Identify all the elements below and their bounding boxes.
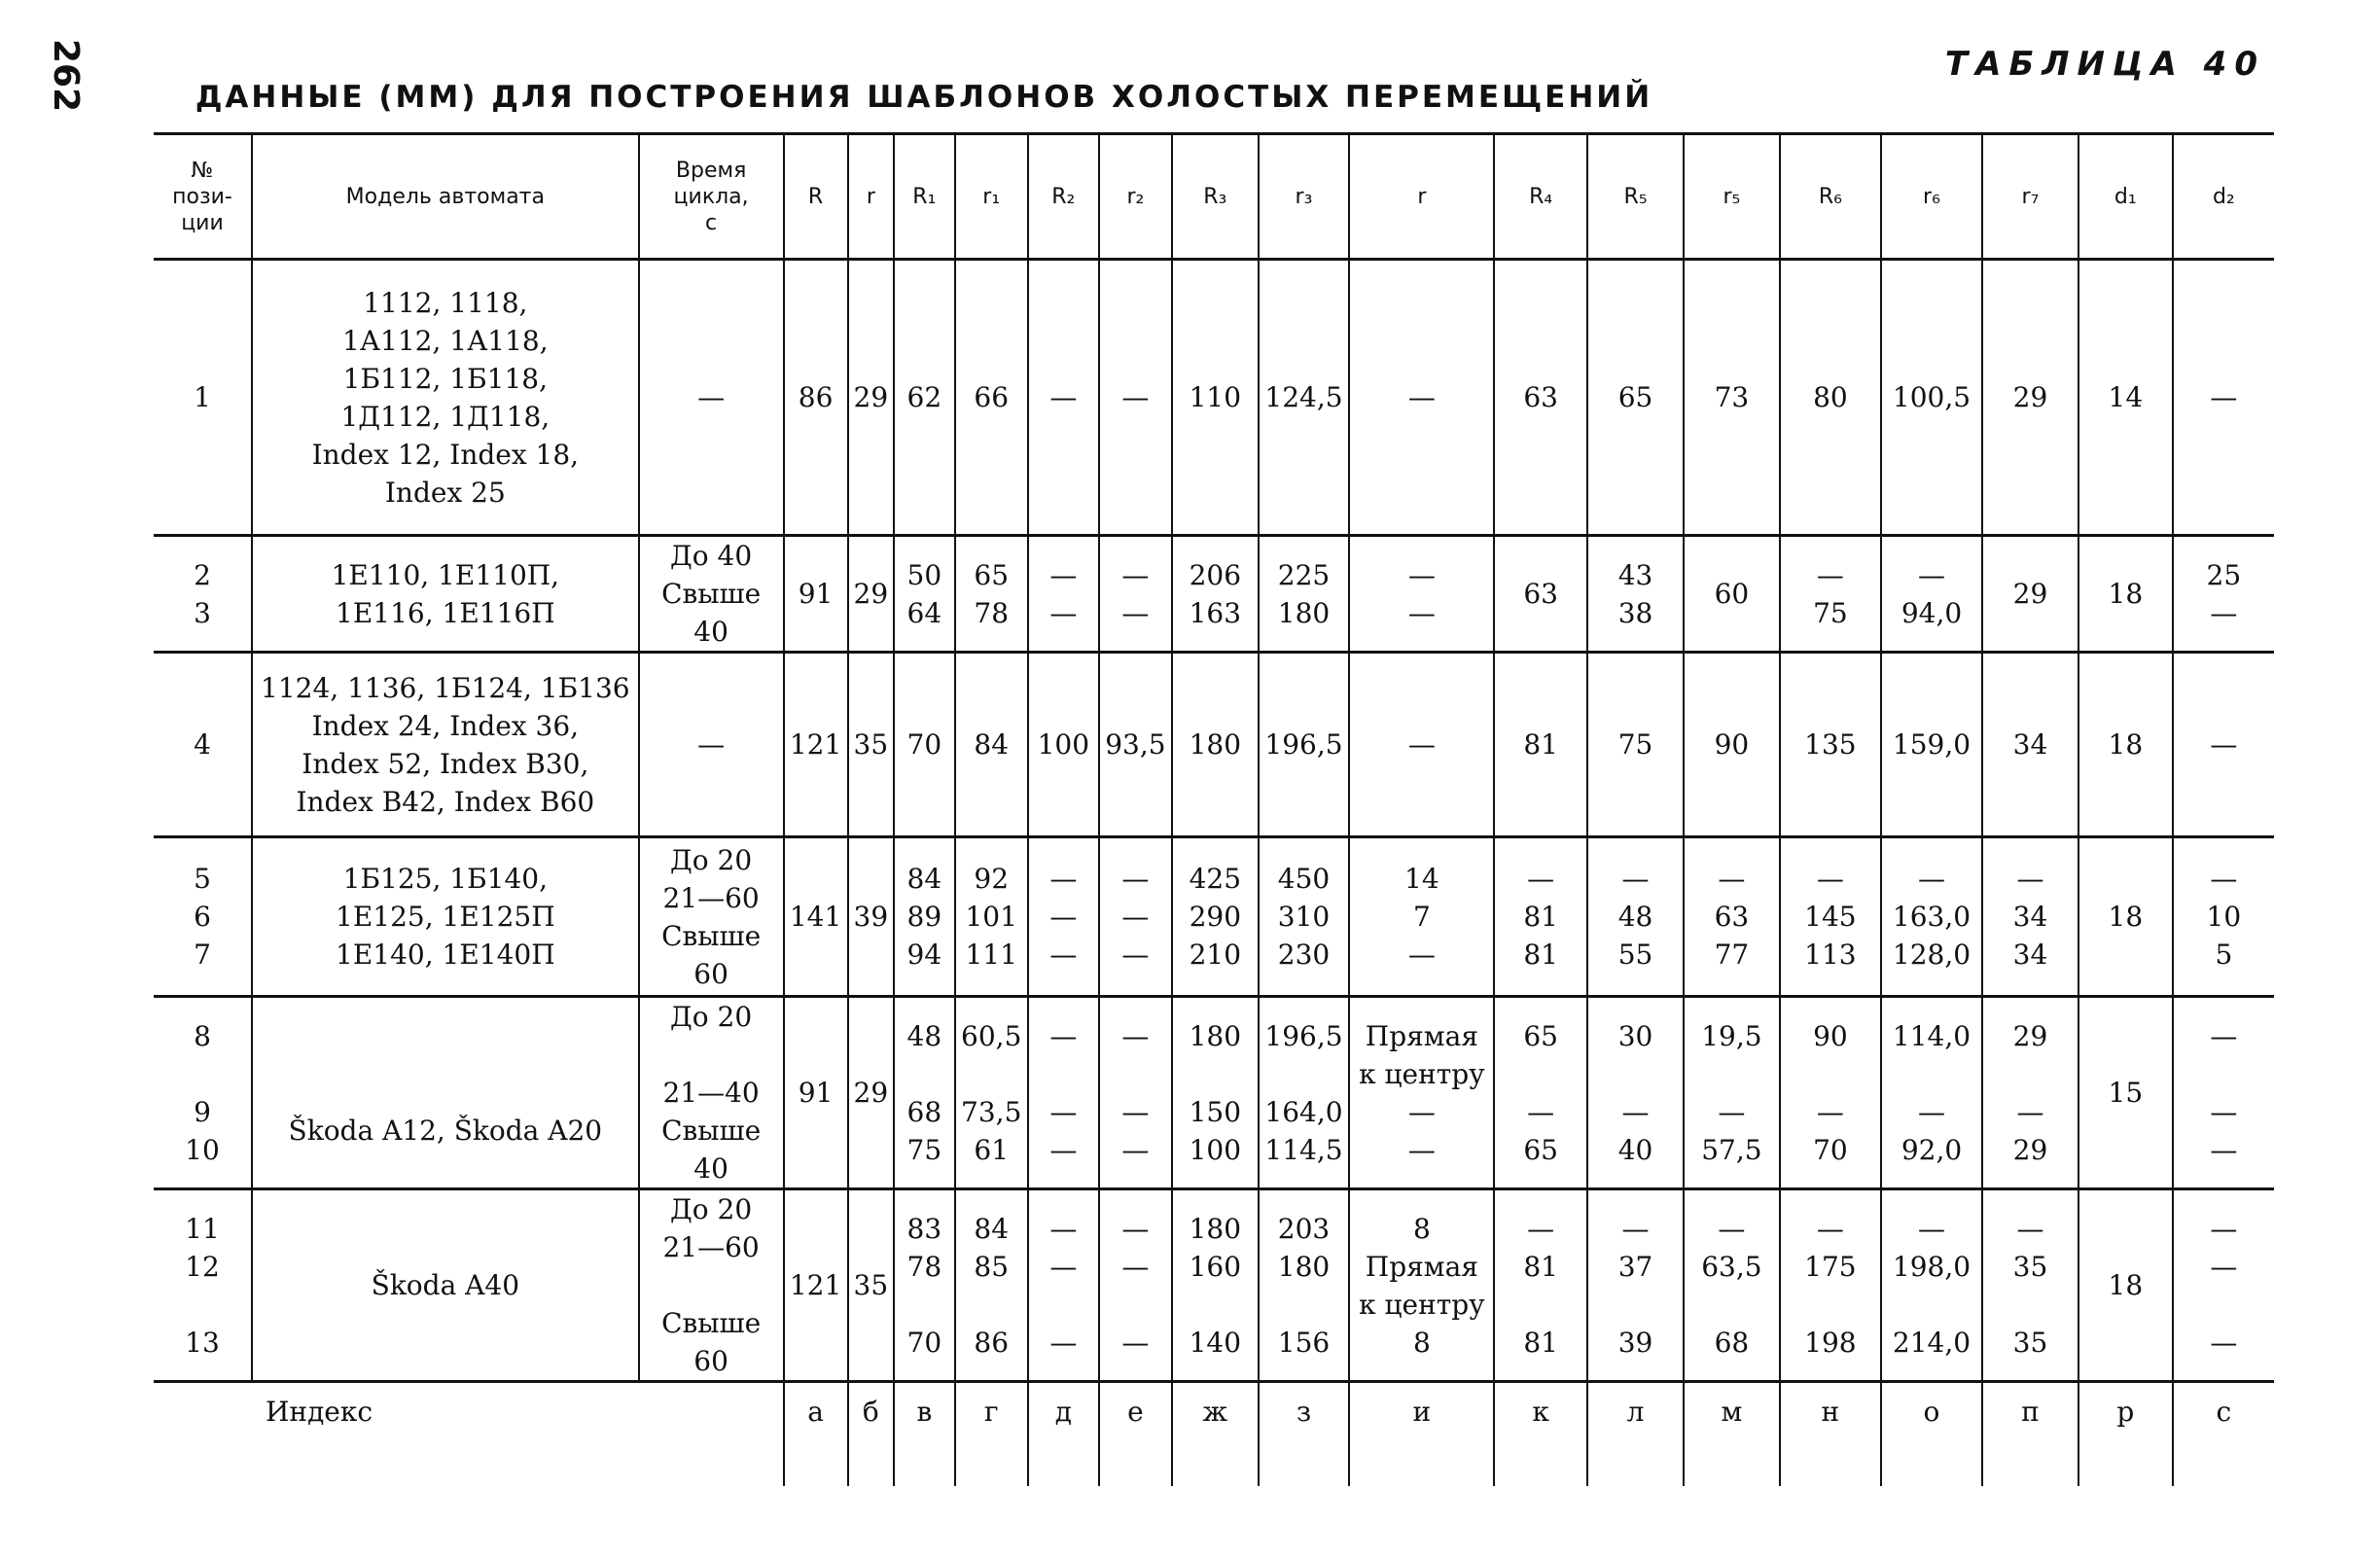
value-cell: — 198,0 214,0: [1881, 1189, 1982, 1382]
value-cell: 25 —: [2173, 536, 2274, 653]
value-cell: 135: [1780, 653, 1881, 837]
value-cell: — 81 81: [1494, 1189, 1587, 1382]
cycle-cell: До 40 Свыше 40: [639, 536, 784, 653]
value-cell: 196,5: [1259, 653, 1350, 837]
index-label: Индекс: [265, 1396, 373, 1428]
value-cell: 63: [1494, 536, 1587, 653]
table-row: [154, 653, 2274, 837]
value-cell: 30 — 40: [1587, 997, 1684, 1189]
index-letter: о: [1881, 1382, 1982, 1487]
value-cell: — — —: [1099, 1189, 1172, 1382]
value-cell: 225 180: [1259, 536, 1350, 653]
value-cell: 83 78 70: [894, 1189, 954, 1382]
value-cell: 84 85 86: [955, 1189, 1028, 1382]
header-col: r₃: [1259, 134, 1350, 260]
value-cell: —: [2173, 260, 2274, 536]
value-cell: 65 — 65: [1494, 997, 1587, 1189]
header-col: R₄: [1494, 134, 1587, 260]
header-col: r₇: [1982, 134, 2078, 260]
value-cell: — 163,0 128,0: [1881, 837, 1982, 997]
value-cell: Прямая к центру — —: [1349, 997, 1494, 1189]
value-cell: 29: [848, 997, 895, 1189]
index-letter: ж: [1172, 1382, 1258, 1487]
cycle-cell: До 20 21—60 Свыше 60: [639, 1189, 784, 1382]
value-cell: 15: [2078, 997, 2173, 1189]
value-cell: — 10 5: [2173, 837, 2274, 997]
value-cell: 100,5: [1881, 260, 1982, 536]
value-cell: — — —: [1028, 997, 1099, 1189]
table-row: [154, 536, 2274, 653]
value-cell: 60: [1684, 536, 1780, 653]
value-cell: 80: [1780, 260, 1881, 536]
cycle-cell: До 20 21—60 Свыше 60: [639, 837, 784, 997]
value-cell: 196,5 164,0 114,5: [1259, 997, 1350, 1189]
value-cell: 18: [2078, 837, 2173, 997]
value-cell: 180 150 100: [1172, 997, 1258, 1189]
header-cycle: Время цикла, с: [639, 134, 784, 260]
value-cell: 73: [1684, 260, 1780, 536]
value-cell: — — —: [1028, 1189, 1099, 1382]
page-number: 262: [46, 39, 86, 113]
value-cell: 121: [784, 1189, 848, 1382]
index-blank-cell: [639, 1382, 784, 1487]
value-cell: — —: [1099, 536, 1172, 653]
value-cell: — — —: [1099, 997, 1172, 1189]
value-cell: 141: [784, 837, 848, 997]
position-cell: 4: [154, 653, 252, 837]
header-col: R₂: [1028, 134, 1099, 260]
index-letter: н: [1780, 1382, 1881, 1487]
value-cell: —: [2173, 653, 2274, 837]
header-model: Модель автомата: [252, 134, 639, 260]
header-col: r₁: [955, 134, 1028, 260]
position-cell: 5 6 7: [154, 837, 252, 997]
value-cell: 18: [2078, 1189, 2173, 1382]
value-cell: 43 38: [1587, 536, 1684, 653]
value-cell: 29: [848, 260, 895, 536]
index-letter: в: [894, 1382, 954, 1487]
index-letter: и: [1349, 1382, 1494, 1487]
header-col: r: [1349, 134, 1494, 260]
table-row: [154, 837, 2274, 997]
position-cell: 2 3: [154, 536, 252, 653]
header-col: R₅: [1587, 134, 1684, 260]
index-letter: к: [1494, 1382, 1587, 1487]
value-cell: — 37 39: [1587, 1189, 1684, 1382]
value-cell: 180: [1172, 653, 1258, 837]
header-col: d₂: [2173, 134, 2274, 260]
value-cell: 60,5 73,5 61: [955, 997, 1028, 1189]
index-letter: а: [784, 1382, 848, 1487]
index-row: [154, 1382, 2274, 1487]
value-cell: 81: [1494, 653, 1587, 837]
value-cell: 91: [784, 997, 848, 1189]
value-cell: 90 — 70: [1780, 997, 1881, 1189]
value-cell: 84 89 94: [894, 837, 954, 997]
value-cell: 90: [1684, 653, 1780, 837]
model-cell: Škoda A40: [252, 1189, 639, 1382]
value-cell: —: [1349, 653, 1494, 837]
value-cell: — — —: [1028, 837, 1099, 997]
value-cell: 180 160 140: [1172, 1189, 1258, 1382]
header-col: r₅: [1684, 134, 1780, 260]
value-cell: —: [1099, 260, 1172, 536]
value-cell: — 48 55: [1587, 837, 1684, 997]
value-cell: — — —: [2173, 1189, 2274, 1382]
index-blank-cell: [154, 1382, 252, 1487]
cycle-cell: До 20 21—40 Свыше 40: [639, 997, 784, 1189]
value-cell: 18: [2078, 653, 2173, 837]
value-cell: 93,5: [1099, 653, 1172, 837]
value-cell: 450 310 230: [1259, 837, 1350, 997]
position-cell: 8 9 10: [154, 997, 252, 1189]
table-body: [154, 260, 2274, 1487]
header-col: r₆: [1881, 134, 1982, 260]
cycle-cell: —: [639, 653, 784, 837]
table-row: [154, 1189, 2274, 1382]
value-cell: 110: [1172, 260, 1258, 536]
position-cell: 1: [154, 260, 252, 536]
value-cell: 35: [848, 653, 895, 837]
value-cell: 75: [1587, 653, 1684, 837]
value-cell: — — —: [2173, 997, 2274, 1189]
table-row: [154, 260, 2274, 536]
header-col: r: [848, 134, 895, 260]
index-letter: м: [1684, 1382, 1780, 1487]
position-cell: 11 12 13: [154, 1189, 252, 1382]
table-label: ТАБЛИЦА 40: [1944, 45, 2265, 84]
index-letter: р: [2078, 1382, 2173, 1487]
index-letter: п: [1982, 1382, 2078, 1487]
value-cell: 124,5: [1259, 260, 1350, 536]
model-cell: 1112, 1118, 1А112, 1А118, 1Б112, 1Б118, 1Д112, 1Д118, Index 12, Index 18, Index 25: [252, 260, 639, 536]
index-letter: е: [1099, 1382, 1172, 1487]
value-cell: — — —: [1099, 837, 1172, 997]
header-col: R₃: [1172, 134, 1258, 260]
header-col: R₁: [894, 134, 954, 260]
value-cell: 86: [784, 260, 848, 536]
index-letter: с: [2173, 1382, 2274, 1487]
value-cell: 159,0: [1881, 653, 1982, 837]
value-cell: 84: [955, 653, 1028, 837]
cycle-cell: —: [639, 260, 784, 536]
value-cell: 14: [2078, 260, 2173, 536]
value-cell: — 145 113: [1780, 837, 1881, 997]
header-col: d₁: [2078, 134, 2173, 260]
value-cell: 62: [894, 260, 954, 536]
value-cell: — 175 198: [1780, 1189, 1881, 1382]
value-cell: 19,5 — 57,5: [1684, 997, 1780, 1189]
value-cell: 29: [848, 536, 895, 653]
model-cell: Škoda A12, Škoda A20: [252, 997, 639, 1189]
index-letter: д: [1028, 1382, 1099, 1487]
value-cell: 91: [784, 536, 848, 653]
value-cell: 425 290 210: [1172, 837, 1258, 997]
value-cell: 29: [1982, 536, 2078, 653]
value-cell: 92 101 111: [955, 837, 1028, 997]
model-cell: 1Б125, 1Б140, 1Е125, 1Е125П 1Е140, 1Е140П: [252, 837, 639, 997]
value-cell: 65 78: [955, 536, 1028, 653]
value-cell: 203 180 156: [1259, 1189, 1350, 1382]
value-cell: 114,0 — 92,0: [1881, 997, 1982, 1189]
value-cell: 66: [955, 260, 1028, 536]
value-cell: — 81 81: [1494, 837, 1587, 997]
model-cell: 1124, 1136, 1Б124, 1Б136 Index 24, Index 36, Index 52, Index B30, Index B42, Index B60: [252, 653, 639, 837]
header-col: r₂: [1099, 134, 1172, 260]
value-cell: 8 Прямая к центру 8: [1349, 1189, 1494, 1382]
value-cell: 48 68 75: [894, 997, 954, 1189]
index-letter: г: [955, 1382, 1028, 1487]
table-row: [154, 997, 2274, 1189]
value-cell: — —: [1028, 536, 1099, 653]
index-letter: з: [1259, 1382, 1350, 1487]
model-cell: 1Е110, 1Е110П, 1Е116, 1Е116П: [252, 536, 639, 653]
value-cell: 206 163: [1172, 536, 1258, 653]
value-cell: 70: [894, 653, 954, 837]
value-cell: —: [1349, 260, 1494, 536]
value-cell: 39: [848, 837, 895, 997]
value-cell: 63: [1494, 260, 1587, 536]
value-cell: — 63,5 68: [1684, 1189, 1780, 1382]
header-pos: № пози- ции: [154, 134, 252, 260]
value-cell: 29 — 29: [1982, 997, 2078, 1189]
value-cell: 65: [1587, 260, 1684, 536]
page-title: ДАННЫЕ (ММ) ДЛЯ ПОСТРОЕНИЯ ШАБЛОНОВ ХОЛОСТЫХ ПЕРЕМЕЩЕНИЙ: [195, 80, 1653, 115]
value-cell: 35: [848, 1189, 895, 1382]
header-row: [154, 134, 2274, 260]
value-cell: 100: [1028, 653, 1099, 837]
value-cell: — 75: [1780, 536, 1881, 653]
value-cell: 18: [2078, 536, 2173, 653]
index-letter: л: [1587, 1382, 1684, 1487]
value-cell: 14 7 —: [1349, 837, 1494, 997]
value-cell: — 35 35: [1982, 1189, 2078, 1382]
header-col: R: [784, 134, 848, 260]
value-cell: —: [1028, 260, 1099, 536]
value-cell: 50 64: [894, 536, 954, 653]
value-cell: 29: [1982, 260, 2078, 536]
value-cell: — —: [1349, 536, 1494, 653]
data-table: [154, 132, 2274, 1486]
value-cell: 34: [1982, 653, 2078, 837]
value-cell: 121: [784, 653, 848, 837]
value-cell: — 63 77: [1684, 837, 1780, 997]
value-cell: — 34 34: [1982, 837, 2078, 997]
header-col: R₆: [1780, 134, 1881, 260]
index-letter: б: [848, 1382, 895, 1487]
value-cell: — 94,0: [1881, 536, 1982, 653]
